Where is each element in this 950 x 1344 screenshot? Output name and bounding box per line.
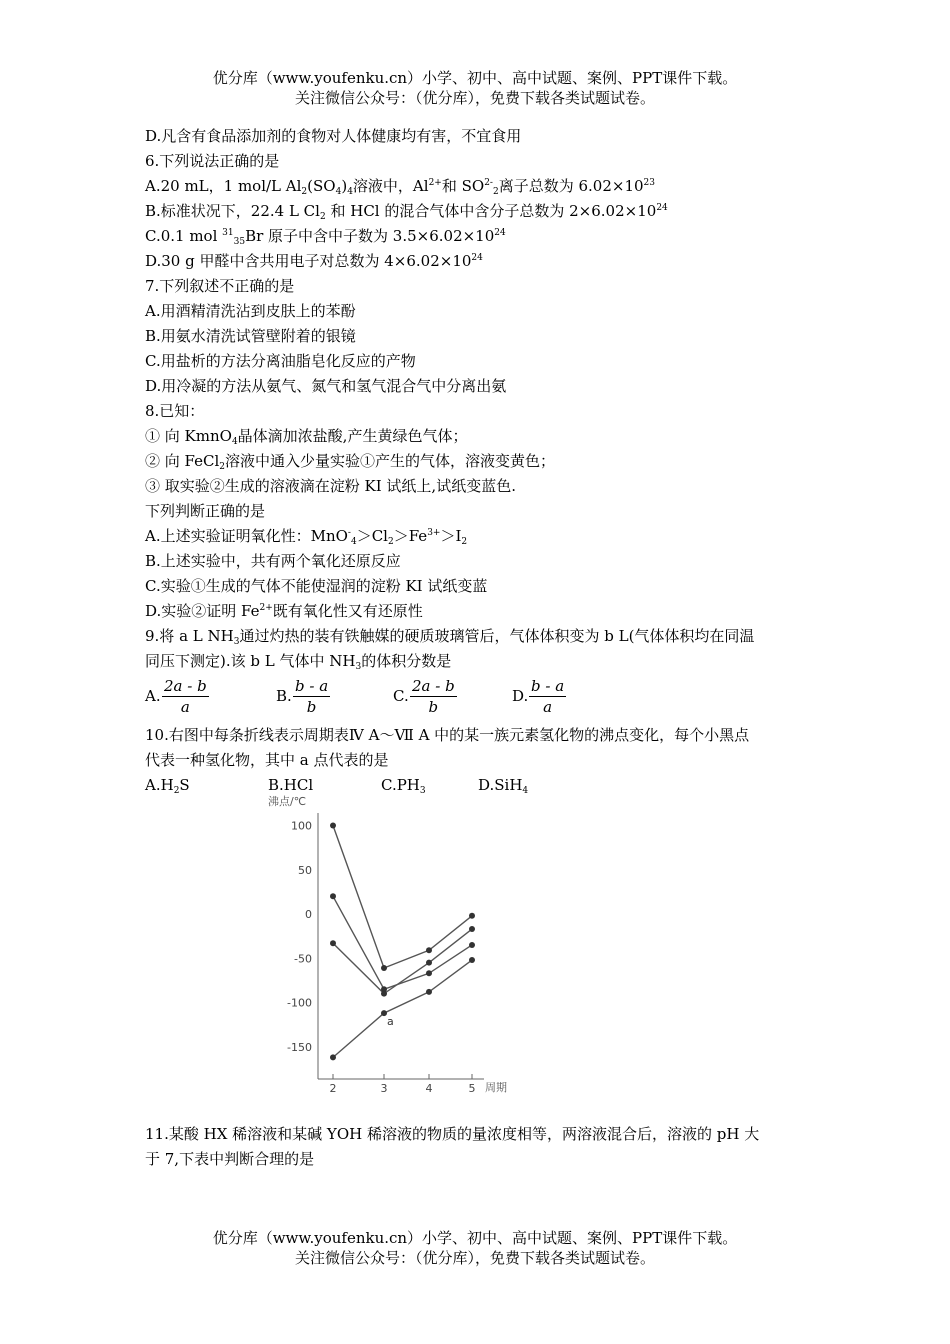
chart-y-tick-label: -50	[294, 952, 312, 966]
chart-series-line-group-a	[333, 826, 472, 968]
q9-option-b-fraction: $\frac{b - a}{b}$	[295, 677, 329, 716]
chart-data-point	[469, 913, 475, 919]
q9-option-a-label: A.	[145, 687, 161, 705]
q6-option-a: A.20 mL，1 mol/L $Al_2(SO_4)_4$溶液中，$Al^{2+}$和 $SO^{2-}_2$离子总数为 $6.02\times 10^{23}$	[145, 177, 655, 197]
q8-option-d: D.实验②证明 $Fe^{2+}$既有氧化性又有还原性	[145, 602, 423, 620]
boiling-point-chart	[260, 793, 530, 1103]
q9-option-a-fraction: $\frac{2a - b}{a}$	[164, 677, 207, 716]
q9-option-c-fraction: $\frac{2a - b}{b}$	[412, 677, 455, 716]
chart-x-tick-label: 4	[425, 1082, 433, 1095]
q10-stem-line-1: 10.右图中每条折线表示周期表Ⅳ A～Ⅶ A 中的某一族元素氢化物的沸点变化，每个小黑点	[145, 726, 750, 744]
chart-data-point	[469, 942, 475, 948]
chart-y-tick-label: 50	[298, 863, 312, 877]
chart-y-tick-label: 0	[305, 908, 312, 921]
q9-stem-line-1: 9.将 a L $NH_3$通过灼热的装有铁触媒的硬质玻璃管后，气体体积变为 b L(气体体积均在同温	[145, 627, 755, 647]
q7-option-d: D.用冷凝的方法从氨气、氮气和氢气混合气中分离出氨	[145, 377, 507, 395]
chart-annotation-a: a	[387, 1015, 394, 1029]
q6-option-b: B.标准状况下，22.4 L $Cl_2$ 和 HCl 的混合气体中含分子总数为 $2\times 6.02\times 10^{24}$	[145, 202, 668, 222]
q8-option-b: B.上述实验中，共有两个氧化还原反应	[145, 552, 401, 570]
chart-x-tick-label: 2	[329, 1082, 337, 1095]
q8-statement-1: ① 向 KmnO$_4$晶体滴加浓盐酸,产生黄绿色气体；	[145, 427, 468, 447]
footer-line-2: 关注微信公众号：（优分库），免费下载各类试题试卷。	[294, 1249, 655, 1267]
chart-data-point	[330, 1054, 336, 1060]
q8-option-a: A.上述实验证明氧化性：$MnO^-_4>Cl_2>Fe^{3+}>I_2$	[145, 527, 468, 547]
q10-option-a: $A.H_2S$	[145, 776, 190, 796]
q9-stem-line-2: 同压下测定).该 b L 气体中 $NH_3$的体积分数是	[145, 652, 452, 672]
chart-data-point	[469, 957, 475, 963]
q9-option-d-label: D.	[512, 687, 529, 705]
q7-option-b: B.用氨水清洗试管壁附着的银镜	[145, 327, 356, 345]
q5-option-d: D.凡含有食品添加剂的食物对人体健康均有害，不宜食用	[145, 127, 522, 145]
chart-data-point	[426, 947, 432, 953]
chart-data-point	[330, 823, 336, 829]
q7-option-c: C.用盐析的方法分离油脂皂化反应的产物	[145, 352, 416, 370]
q11-stem-line-1: 11.某酸 HX 稀溶液和某碱 YOH 稀溶液的物质的量浓度相等，两溶液混合后，溶液的 pH 大	[145, 1125, 760, 1143]
chart-data-point	[426, 970, 432, 976]
q6-option-d: D.30 g 甲醛中含共用电子对总数为 $4\times 6.02\times 10^{24}$	[145, 252, 483, 270]
chart-data-point	[330, 940, 336, 946]
chart-data-point	[381, 965, 387, 971]
q8-stem: 8.已知：	[145, 402, 205, 420]
chart-y-tick-label: 100	[291, 819, 312, 833]
q9-option-d-fraction: $\frac{b - a}{a}$	[531, 677, 565, 716]
chart-data-point	[469, 926, 475, 932]
q7-option-a: A.用酒精清洗沾到皮肤上的苯酚	[145, 302, 356, 320]
chart-data-point	[330, 893, 336, 899]
q8-statement-3: ③ 取实验②生成的溶液滴在淀粉 KI 试纸上,试纸变蓝色.	[145, 477, 516, 495]
chart-series-line-group-d	[333, 960, 472, 1057]
chart-data-point	[426, 989, 432, 995]
q10-stem-line-2: 代表一种氢化物，其中 a 点代表的是	[145, 751, 389, 769]
q9-option-b-label: B.	[276, 687, 292, 705]
q7-stem: 7.下列叙述不正确的是	[145, 277, 295, 295]
chart-y-axis-label: 沸点/℃	[268, 795, 307, 808]
chart-x-tick-label: 5	[468, 1082, 476, 1095]
chart-y-tick-label: -150	[287, 1040, 312, 1054]
footer-line-1: 优分库（www.youfenku.cn）小学、初中、高中试题、案例、PPT课件下载。	[212, 1229, 738, 1247]
chart-data-point	[426, 960, 432, 966]
q9-option-c-label: C.	[393, 687, 409, 705]
header-line-1: 优分库（www.youfenku.cn）小学、初中、高中试题、案例、PPT课件下载。	[212, 69, 738, 87]
chart-x-axis-label: 周期	[485, 1081, 507, 1094]
q10-option-b: B.HCl	[268, 776, 314, 794]
header-line-2: 关注微信公众号：（优分库），免费下载各类试题试卷。	[294, 89, 655, 107]
q10-option-d: D.SiH$_4$	[478, 776, 529, 796]
chart-data-point	[381, 991, 387, 997]
q8-ask: 下列判断正确的是	[145, 502, 266, 520]
q8-statement-2: ② 向 FeCl$_2$溶液中通入少量实验①产生的气体，溶液变黄色；	[145, 452, 556, 472]
q6-option-c: C.0.1 mol $^{31}_{35}$Br 原子中含中子数为 $3.5\times 6.02\times 10^{24}$	[145, 227, 506, 247]
q10-option-c: $C.PH_3$	[381, 776, 426, 796]
chart-x-tick-label: 3	[380, 1082, 388, 1095]
q8-option-c: C.实验①生成的气体不能使湿润的淀粉 KI 试纸变蓝	[145, 577, 488, 595]
chart-y-tick-label: -100	[287, 996, 312, 1010]
q6-stem: 6.下列说法正确的是	[145, 152, 280, 170]
q11-stem-line-2: 于 7,下表中判断合理的是	[145, 1150, 315, 1168]
